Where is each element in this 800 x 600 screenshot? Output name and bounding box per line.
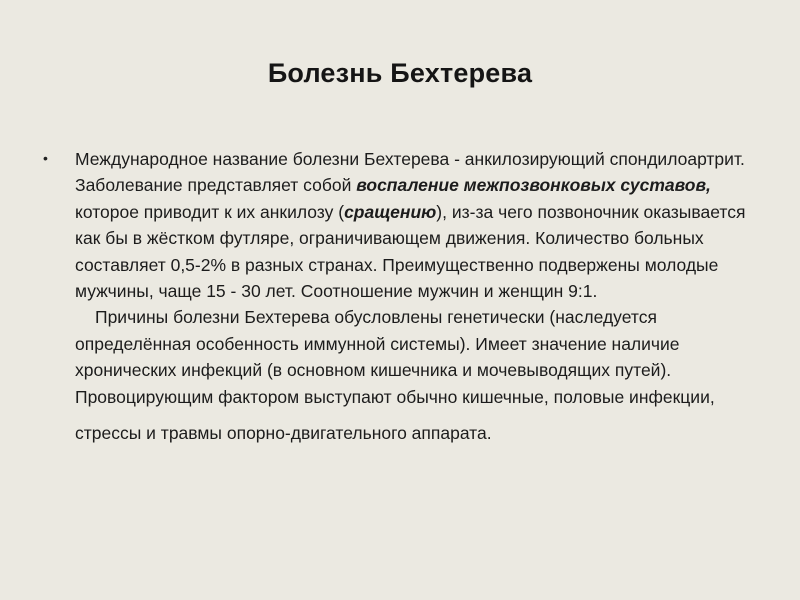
emphasis-fusion: сращению	[344, 201, 437, 222]
line-gap	[75, 410, 755, 420]
paragraph-1-text-cont: которое приводит к их анкилозу (	[75, 201, 345, 222]
slide-body	[75, 146, 755, 446]
emphasis-inflammation: воспаление межпозвонковых суставов,	[356, 175, 711, 196]
paragraph-1-text: Международное название болезни Бехтерева - анкилозирующий спондилоартрит. Заболевание представляет собой	[75, 149, 745, 196]
slide-title: Болезнь Бехтерева	[267, 58, 533, 88]
bullet-icon: •	[43, 150, 48, 166]
paragraph-2-text: Причины болезни Бехтерева обусловлены генетически (наследуется определённая особенность иммунной системы). Имеет значение наличие хронических инфекций (в основном кишечника и мочевыводящих путей). Провоцирующим фактором выступают обычно кишечные, половые инфекции,	[75, 307, 715, 407]
paragraph-1-text-end: ), из-за чего позвоночник оказывается как бы в жёстком футляре, ограничивающем движения. Количество больных составляет 0,5-2% в разных странах. Преимущественно подвержены молодые мужчины, чаще 15 - 30 лет. Соотношение мужчин и женщин 9:1.	[75, 201, 746, 302]
paragraph-2-last-line: стрессы и травмы опорно-двигательного аппарата.	[75, 423, 492, 444]
